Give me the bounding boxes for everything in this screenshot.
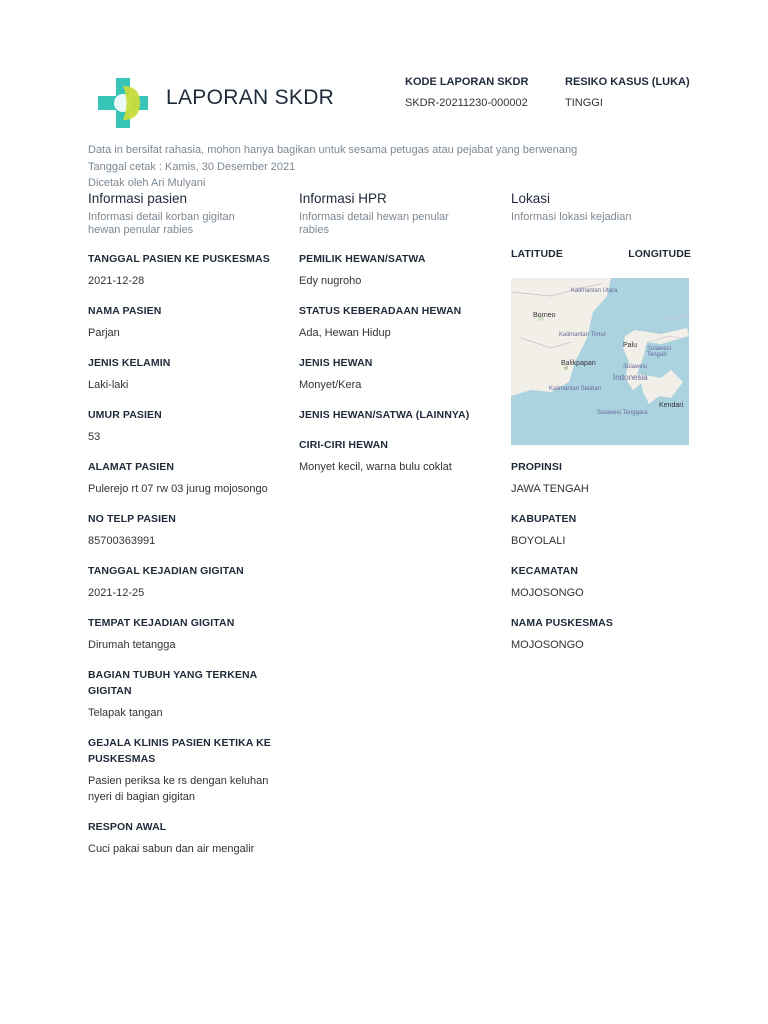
field-label: NO TELP PASIEN	[88, 513, 176, 525]
print-date: Tanggal cetak : Kamis, 30 Desember 2021	[88, 161, 296, 173]
field-label: BAGIAN TUBUH YANG TERKENA GIGITAN	[88, 669, 257, 697]
hpr-field	[299, 355, 499, 393]
field-label: NAMA PUSKESMAS	[511, 617, 613, 629]
hpr-field	[299, 251, 499, 289]
field-label: PEMILIK HEWAN/SATWA	[299, 253, 426, 265]
field-label: JENIS HEWAN/SATWA (LAINNYA)	[299, 409, 470, 421]
location-section-title: Lokasi	[511, 191, 551, 206]
field-label: JENIS HEWAN	[299, 357, 373, 369]
field-label: ALAMAT PASIEN	[88, 461, 175, 473]
latitude-label: LATITUDE	[511, 248, 563, 260]
field-value: 53	[88, 431, 101, 443]
confidential-note: Data in bersifat rahasia, mohon hanya bagikan untuk sesama petugas atau pejabat yang berwenang	[88, 144, 578, 156]
field-value: Pasien periksa ke rs dengan keluhan nyeri di bagian gigitan	[88, 775, 269, 803]
patient-field	[88, 303, 288, 341]
hpr-field	[299, 437, 499, 475]
field-value: Telapak tangan	[88, 707, 163, 719]
patient-field	[88, 459, 288, 497]
map-land-shapes	[511, 278, 689, 445]
field-label: UMUR PASIEN	[88, 409, 162, 421]
field-value: Monyet kecil, warna bulu coklat	[299, 461, 452, 473]
map-label-indonesia: Indonesia	[613, 373, 648, 382]
map-label-kalimantan-selatan: Kalimantan Selatan	[549, 386, 602, 392]
location-field	[511, 563, 691, 601]
patient-section-title: Informasi pasien	[88, 191, 188, 206]
field-label: JENIS KELAMIN	[88, 357, 171, 369]
field-value: Cuci pakai sabun dan air mengalir	[88, 843, 255, 855]
field-label: GEJALA KLINIS PASIEN KETIKA KE PUSKESMAS	[88, 737, 271, 765]
patient-field	[88, 667, 288, 721]
patient-field	[88, 251, 288, 289]
field-value: Dirumah tetangga	[88, 639, 176, 651]
hpr-section	[299, 190, 499, 475]
field-value: BOYOLALI	[511, 535, 566, 547]
field-label: PROPINSI	[511, 461, 562, 473]
map-label-balikpapan: Balikpapan	[561, 360, 596, 367]
patient-field	[88, 355, 288, 393]
field-label: TANGGAL KEJADIAN GIGITAN	[88, 565, 244, 577]
map-label-sulawesi-tengah: Sulawesi Tengah	[647, 346, 672, 358]
field-label: KABUPATEN	[511, 513, 577, 525]
app-logo	[96, 76, 150, 130]
map-label-borneo: Borneo	[533, 312, 556, 319]
field-value: MOJOSONGO	[511, 639, 584, 651]
map-label-sulawesi: Sulawesi	[623, 364, 648, 370]
patient-field	[88, 407, 288, 445]
location-section	[511, 190, 691, 653]
map-label-sulawesi-tenggara: Sulawesi Tenggara	[597, 410, 648, 416]
risk-label: RESIKO KASUS (LUKA)	[565, 76, 690, 88]
field-label: RESPON AWAL	[88, 821, 167, 833]
patient-section-subtitle: Informasi detail korban gigitan hewan penular rabies	[88, 211, 235, 236]
field-label: NAMA PASIEN	[88, 305, 162, 317]
field-value: 2021-12-25	[88, 587, 145, 599]
hpr-section-subtitle: Informasi detail hewan penular rabies	[299, 211, 449, 236]
report-code-label: KODE LAPORAN SKDR	[405, 76, 529, 88]
patient-field	[88, 563, 288, 601]
field-label: CIRI-CIRI HEWAN	[299, 439, 388, 451]
map-label-kalimantan-utara: Kalimantan Utara	[571, 288, 618, 294]
map-label-kalimantan-timur: Kalimantan Timur	[559, 332, 606, 338]
field-value: 2021-12-28	[88, 275, 145, 287]
printed-by: Dicetak oleh Ari Mulyani	[88, 177, 206, 189]
map-label-kendari: Kendari	[659, 402, 684, 409]
location-field	[511, 511, 691, 549]
patient-section	[88, 190, 288, 857]
patient-field	[88, 819, 288, 857]
location-field	[511, 615, 691, 653]
field-label: KECAMATAN	[511, 565, 579, 577]
field-value: MOJOSONGO	[511, 587, 584, 599]
field-value: Ada, Hewan Hidup	[299, 327, 391, 339]
location-section-subtitle: Informasi lokasi kejadian	[511, 211, 632, 223]
field-label: STATUS KEBERADAAN HEWAN	[299, 305, 462, 317]
patient-field	[88, 511, 288, 549]
field-value: Pulerejo rt 07 rw 03 jurug mojosongo	[88, 483, 268, 495]
hpr-section-title: Informasi HPR	[299, 191, 387, 206]
report-code-value: SKDR-20211230-000002	[405, 97, 528, 109]
page-title: LAPORAN SKDR	[166, 86, 335, 109]
hpr-field	[299, 407, 499, 423]
field-label: TANGGAL PASIEN KE PUSKESMAS	[88, 253, 270, 265]
hpr-field	[299, 303, 499, 341]
map-label-palu: Palu	[623, 342, 638, 349]
field-value: Parjan	[88, 327, 120, 339]
field-value: JAWA TENGAH	[511, 483, 589, 495]
field-value: Edy nugroho	[299, 275, 362, 287]
risk-value: TINGGI	[565, 97, 603, 109]
longitude-label: LONGITUDE	[628, 248, 691, 260]
patient-field	[88, 615, 288, 653]
field-value: Monyet/Kera	[299, 379, 362, 391]
location-map[interactable]	[511, 278, 689, 445]
field-value: 85700363991	[88, 535, 156, 547]
field-value: Laki-laki	[88, 379, 129, 391]
patient-field	[88, 735, 288, 805]
location-field	[511, 459, 691, 497]
field-label: TEMPAT KEJADIAN GIGITAN	[88, 617, 235, 629]
